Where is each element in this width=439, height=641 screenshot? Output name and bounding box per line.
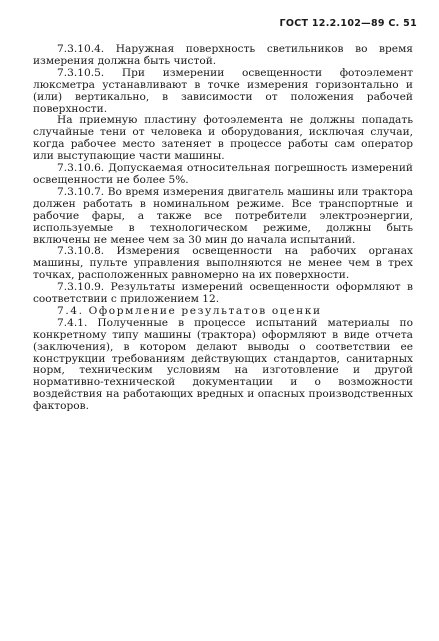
- paragraph-7-3-10-8: 7.3.10.8. Измерения освещенности на рабочих органах машины, пульте управления выполняются не менее чем в трех точках, расположенных равномерно на их поверхности.: [33, 245, 413, 282]
- paragraph-7-3-10-9: 7.3.10.9. Результаты измерений освещенности оформляют в соответствии с приложением 12.: [33, 281, 413, 306]
- section-heading-7-4: 7.4. Оформление результатов оценки: [57, 304, 322, 317]
- paragraph-7-3-10-4: 7.3.10.4. Наружная поверхность светильников во время измерения должна быть чистой.: [33, 43, 413, 67]
- paragraph-7-3-10-7: 7.3.10.7. Во время измерения двигатель машины или трактора должен работать в номинальном режиме. Все транспортные и рабочие фары, а также все потребители электроэнергии, используемые в технологическом режиме, должны быть включены не менее чем за 30 мин до начала испытаний.: [33, 185, 413, 246]
- document-body: [33, 44, 413, 413]
- paragraph-7-3-10-6: 7.3.10.6. Допускаемая относительная погрешность измерений освещенности не более 5%.: [33, 162, 413, 186]
- paragraph-7-3-10-5: 7.3.10.5. При измерении освещенности фотоэлемент люксметра устанавливают в точке измерения горизонтально и (или) вертикально, в зависимости от положения рабочей поверхности.: [33, 66, 413, 115]
- page-header: ГОСТ 12.2.102—89 С. 51: [279, 18, 417, 29]
- paragraph-shadows: На приемную пластину фотоэлемента не должны попадать случайные тени от человека и оборудования, исключая случаи, когда рабочее место затеняет в процессе работы сам оператор или выступающие части машины.: [33, 114, 413, 163]
- paragraph-7-4-1: 7.4.1. Полученные в процессе испытаний материалы по конкретному типу машины (трактора) оформляют в виде отчета (заключения), в котором делают выводы о соответствии ее конструкции требованиям действующих стандартов, санитарных норм, техническим условиям на изготовление и другой нормативно-технической документации и о возможности воздействия на работающих вредных и опасных производственных факторов.: [33, 316, 413, 413]
